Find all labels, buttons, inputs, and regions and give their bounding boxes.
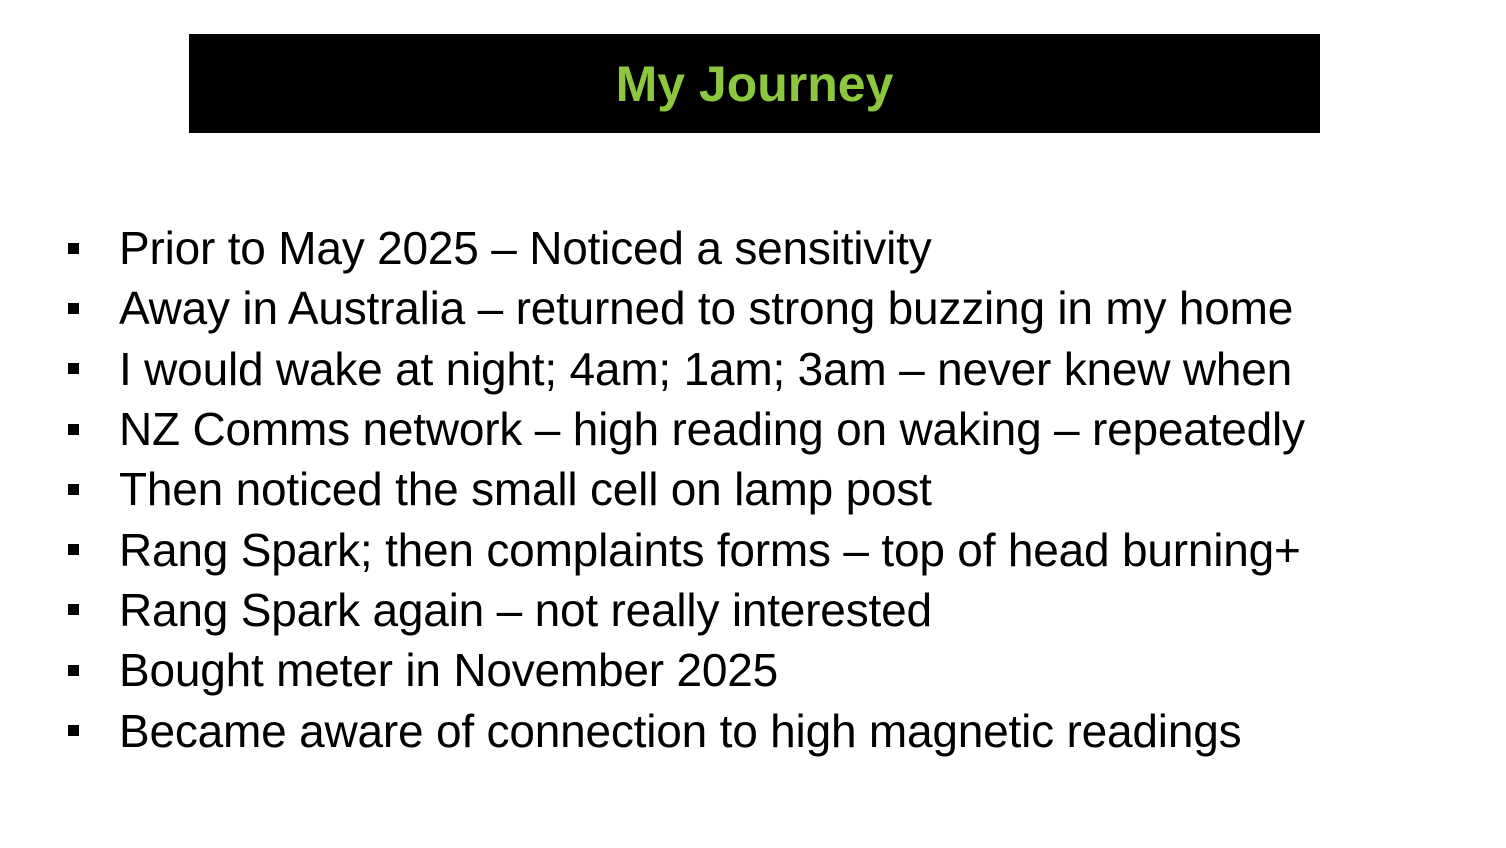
- bullet-text: I would wake at night; 4am; 1am; 3am – never knew when: [119, 342, 1293, 395]
- bullet-text: Away in Australia – returned to strong buzzing in my home: [119, 282, 1294, 335]
- bullet-text: Prior to May 2025 – Noticed a sensitivity: [119, 222, 932, 275]
- bullet-text: NZ Comms network – high reading on waking – repeatedly: [119, 403, 1305, 456]
- bullet-text: Then noticed the small cell on lamp post: [119, 463, 932, 516]
- list-item: [0, 640, 1506, 700]
- square-bullet-icon: [68, 544, 79, 555]
- bullet-list: [0, 218, 1506, 761]
- list-item: [0, 339, 1506, 399]
- square-bullet-icon: [68, 484, 79, 495]
- square-bullet-icon: [68, 725, 79, 736]
- bullet-text: Rang Spark; then complaints forms – top of head burning+: [119, 523, 1301, 576]
- bullet-text: Became aware of connection to high magnetic readings: [119, 704, 1242, 757]
- bullet-text: Rang Spark again – not really interested: [119, 583, 932, 636]
- title-banner: [189, 34, 1320, 133]
- bullet-text: Bought meter in November 2025: [119, 644, 779, 697]
- slide-title: My Journey: [615, 55, 894, 112]
- list-item: [0, 218, 1506, 278]
- square-bullet-icon: [68, 604, 79, 615]
- list-item: [0, 459, 1506, 519]
- square-bullet-icon: [68, 243, 79, 254]
- square-bullet-icon: [68, 303, 79, 314]
- list-item: [0, 399, 1506, 459]
- square-bullet-icon: [68, 424, 79, 435]
- square-bullet-icon: [68, 665, 79, 676]
- list-item: [0, 580, 1506, 640]
- square-bullet-icon: [68, 363, 79, 374]
- list-item: [0, 700, 1506, 760]
- list-item: [0, 519, 1506, 579]
- list-item: [0, 278, 1506, 338]
